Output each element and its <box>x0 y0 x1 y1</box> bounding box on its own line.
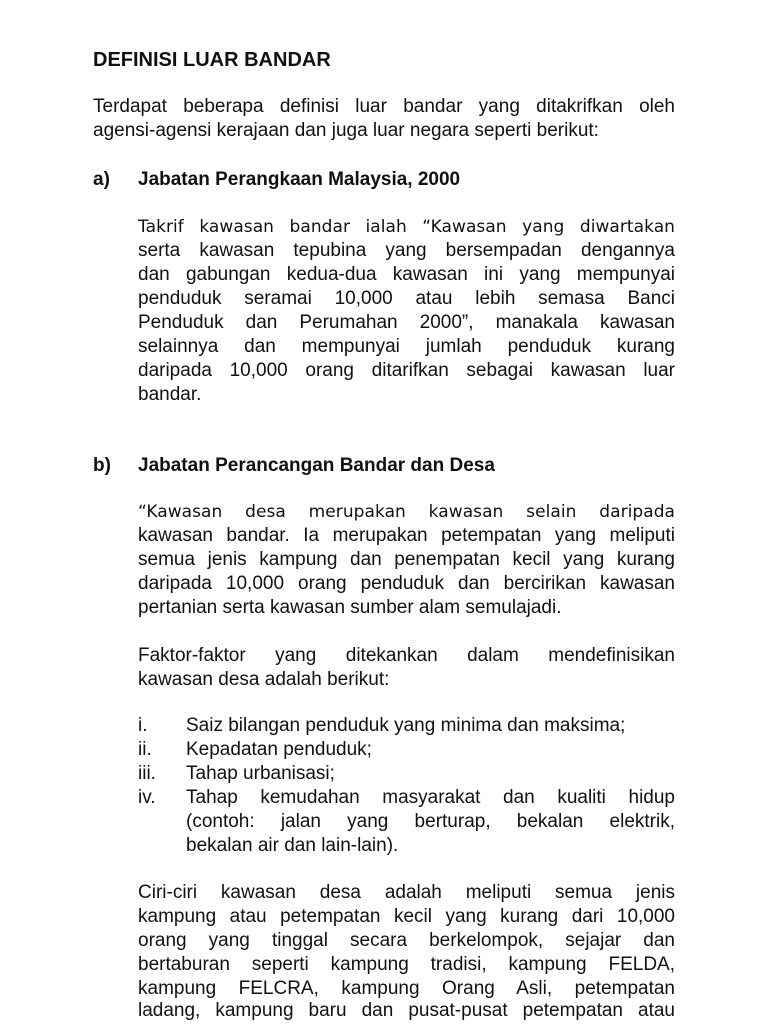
factor-text: Saiz bilangan penduduk yang minima dan maksima; <box>186 715 626 736</box>
intro-line: agensi-agensi kerajaan dan juga luar negara seperti berikut: <box>93 120 599 141</box>
factor-number: ii. <box>138 739 152 760</box>
section-a-line: serta kawasan tepubina yang bersempadan dengannya <box>138 240 675 261</box>
section-a-line: Penduduk dan Perumahan 2000”, manakala kawasan <box>138 312 675 333</box>
section-a-line: Takrif kawasan bandar ialah “Kawasan yang diwartakan <box>138 217 675 237</box>
section-b-heading: Jabatan Perancangan Bandar dan Desa <box>138 455 495 476</box>
section-b-line: semua jenis kampung dan penempatan kecil yang kurang <box>138 549 675 570</box>
section-b-line: “Kawasan desa merupakan kawasan selain daripada <box>138 502 675 522</box>
intro-line: Terdapat beberapa definisi luar bandar yang ditakrifkan oleh <box>93 96 675 117</box>
factor-text: Tahap kemudahan masyarakat dan kualiti hidup <box>186 787 675 808</box>
section-b-marker: b) <box>93 455 111 476</box>
page-title: DEFINISI LUAR BANDAR <box>93 49 331 71</box>
factor-number: iv. <box>138 787 156 808</box>
section-a-line: bandar. <box>138 384 202 405</box>
ciri-line: ladang, kampung baru dan pusat-pusat petempatan atau <box>138 1000 675 1021</box>
section-a-heading: Jabatan Perangkaan Malaysia, 2000 <box>138 169 461 190</box>
ciri-line: Ciri-ciri kawasan desa adalah meliputi semua jenis <box>138 882 675 903</box>
ciri-line: kampung FELCRA, kampung Orang Asli, petempatan <box>138 978 675 999</box>
factor-number: i. <box>138 715 148 736</box>
factor-text: Tahap urbanisasi; <box>186 763 335 784</box>
factor-number: iii. <box>138 763 156 784</box>
ciri-line: kampung atau petempatan kecil yang kurang dari 10,000 <box>138 906 675 927</box>
section-a-marker: a) <box>93 169 110 190</box>
section-a-line: penduduk seramai 10,000 atau lebih semasa Banci <box>138 288 675 309</box>
factors-intro-line: Faktor-faktor yang ditekankan dalam mendefinisikan <box>138 645 675 666</box>
factors-intro-line: kawasan desa adalah berikut: <box>138 669 390 690</box>
factor-text: Kepadatan penduduk; <box>186 739 372 760</box>
ciri-line: bertaburan seperti kampung tradisi, kampung FELDA, <box>138 954 675 975</box>
section-b-line: kawasan bandar. Ia merupakan petempatan yang meliputi <box>138 525 675 546</box>
section-a-line: dan gabungan kedua-dua kawasan ini yang mempunyai <box>138 264 675 285</box>
factor-text: bekalan air dan lain-lain). <box>186 835 399 856</box>
section-a-line: selainnya dan mempunyai jumlah penduduk kurang <box>138 336 675 357</box>
ciri-line: orang yang tinggal secara berkelompok, sejajar dan <box>138 930 675 951</box>
factor-text: (contoh: jalan yang berturap, bekalan elektrik, <box>186 811 675 832</box>
section-b-line: daripada 10,000 orang penduduk dan bercirikan kawasan <box>138 573 675 594</box>
section-a-line: daripada 10,000 orang ditarifkan sebagai kawasan luar <box>138 360 675 381</box>
section-b-line: pertanian serta kawasan sumber alam semulajadi. <box>138 597 562 618</box>
